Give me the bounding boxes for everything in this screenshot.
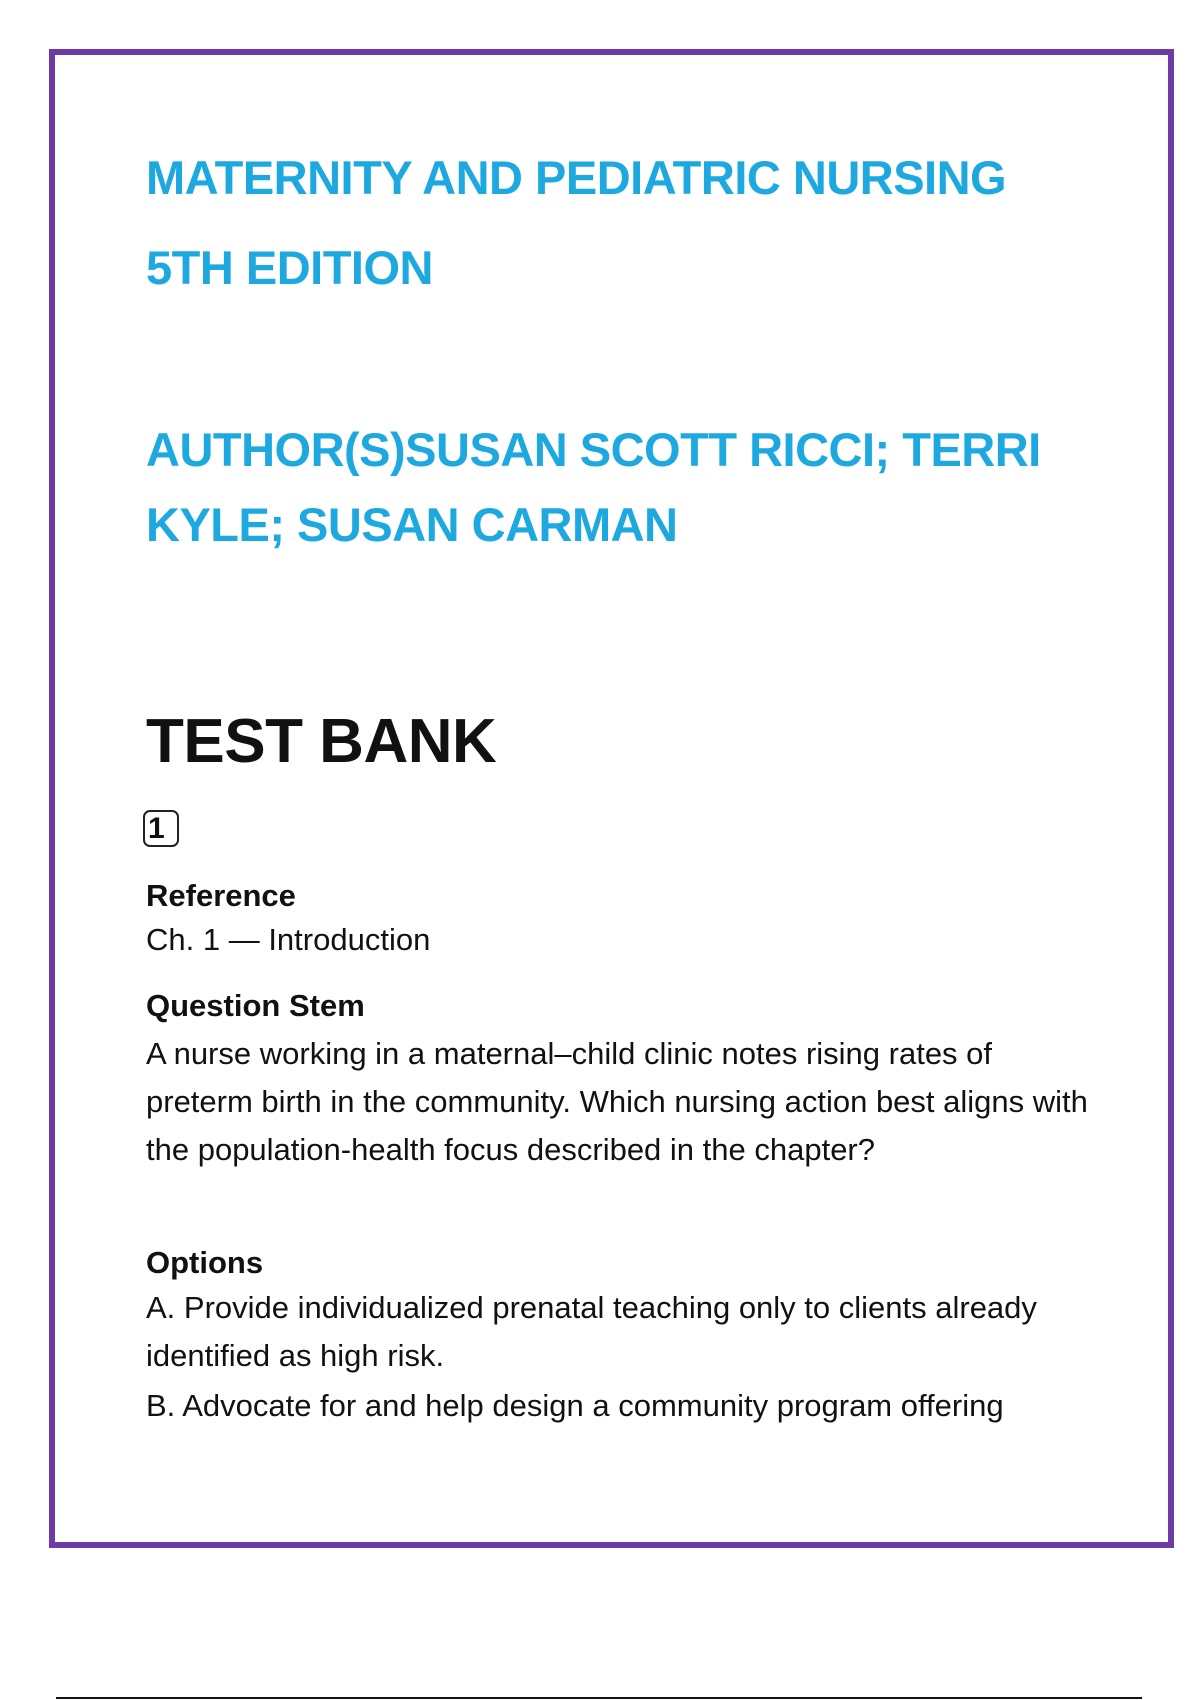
document-title-line-2: 5TH EDITION	[146, 241, 433, 294]
document-title-line-1: MATERNITY AND PEDIATRIC NURSING	[146, 151, 1007, 204]
reference-label: Reference	[146, 878, 296, 913]
question-number-badge: 1	[143, 810, 179, 847]
bottom-divider	[56, 1697, 1142, 1699]
section-heading-test-bank: TEST BANK	[146, 707, 497, 776]
question-stem-text: A nurse working in a maternal–child clinic notes rising rates of preterm birth in the community. Which nursing action best aligns with the population-health focus described in the chapter?	[146, 1036, 1088, 1167]
authors-line-2: KYLE; SUSAN CARMAN	[146, 498, 678, 551]
option-b: B. Advocate for and help design a community program offering	[146, 1388, 1004, 1423]
options-label: Options	[146, 1245, 264, 1280]
question-stem-label: Question Stem	[146, 988, 365, 1023]
option-a: A. Provide individualized prenatal teaching only to clients already identified as high risk.	[146, 1290, 1037, 1373]
authors-line-1: AUTHOR(S)SUSAN SCOTT RICCI; TERRI	[146, 423, 1041, 476]
reference-value: Ch. 1 — Introduction	[146, 922, 431, 957]
